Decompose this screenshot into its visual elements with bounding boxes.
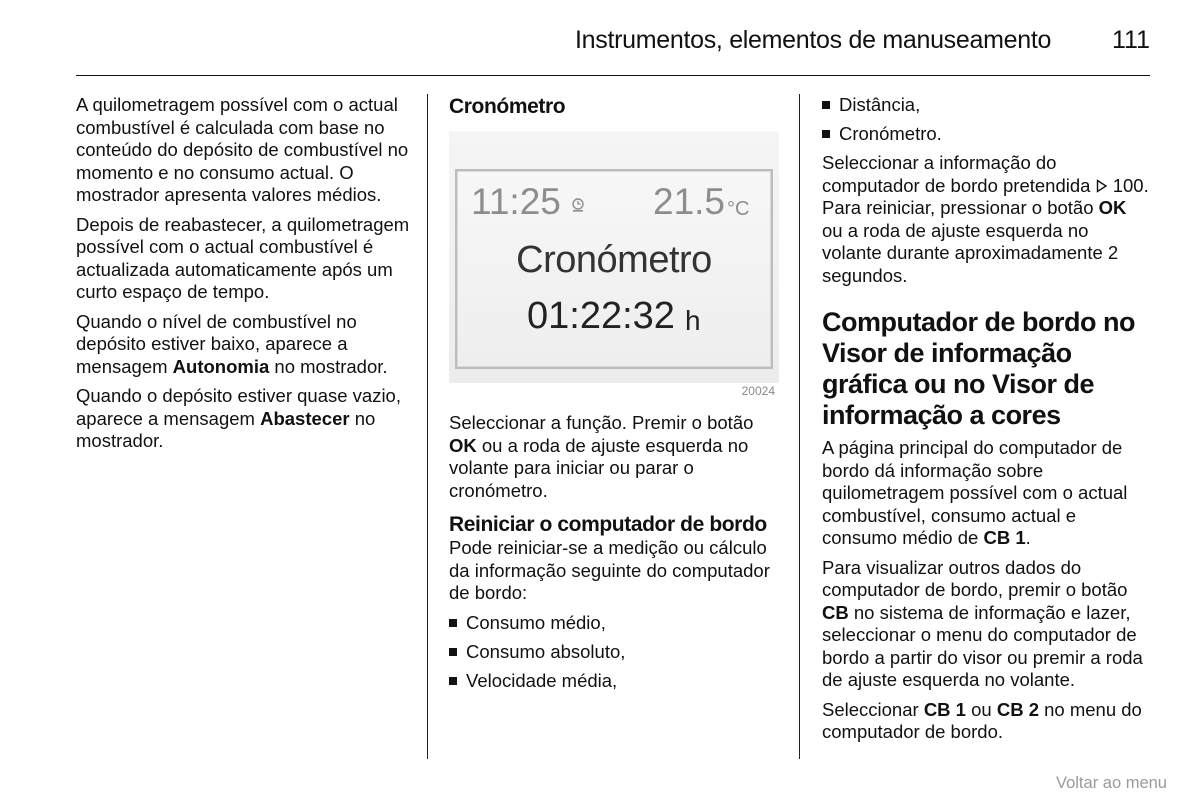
list-item-text: Consumo absoluto,	[466, 640, 626, 662]
paragraph: A quilometragem possível com o actual combustível é calculada com base no conteúdo do depósito de combustível no momento e no consumo actual. O mostrador apresenta valores médios.	[76, 94, 409, 205]
list-item	[449, 641, 779, 664]
paragraph	[822, 152, 1152, 287]
display-screen	[455, 169, 773, 369]
list-item	[449, 670, 779, 693]
text: Seleccionar a informação do computador de bordo pretendida	[822, 152, 1096, 196]
term-autonomia: Autonomia	[172, 355, 270, 377]
bullet-square-icon	[449, 677, 457, 685]
text: no menu do computador de bordo.	[822, 698, 1142, 742]
list-item-text: Cronómetro.	[839, 123, 942, 144]
text: Quando o nível de combustível no depósito estiver baixo, aparece a mensagem	[76, 310, 357, 377]
display-temp-unit: °C	[727, 198, 750, 220]
page-reference-link[interactable]: 100	[1112, 174, 1144, 196]
text: Quando o depósito estiver quase vazio, aparece a mensagem	[76, 385, 401, 429]
text: Para visualizar outros dados do computador de bordo, premir o botão	[822, 556, 1128, 600]
bullet-square-icon	[822, 101, 830, 109]
column-middle	[449, 94, 779, 699]
term-ok: OK	[1098, 197, 1127, 218]
display-time: 11:25	[471, 181, 561, 222]
term-cb2: CB 2	[996, 698, 1039, 720]
column-right	[822, 94, 1152, 751]
text: A página principal do computador de bordo dá informação sobre quilometragem possível com o actual combustível, consumo actual e consumo médio de	[822, 437, 1128, 548]
term-cb1: CB 1	[983, 527, 1026, 548]
bullet-list	[822, 94, 1152, 146]
paragraph	[822, 699, 1152, 744]
paragraph	[76, 311, 411, 379]
bullet-square-icon	[449, 619, 457, 627]
column-divider	[799, 94, 800, 759]
list-item-text: Distância,	[839, 94, 921, 115]
section-heading: Computador de bordo no Visor de informação gráfica ou no Visor de informação a cores	[822, 307, 1135, 430]
term-abastecer: Abastecer	[260, 407, 350, 429]
list-item-text: Consumo médio,	[466, 611, 606, 633]
text: ou	[965, 698, 997, 720]
clock-icon	[571, 198, 585, 212]
paragraph	[76, 385, 411, 453]
bullet-square-icon	[449, 648, 457, 656]
bullet-list	[449, 612, 779, 693]
text: . Para reiniciar, pressionar o botão	[822, 174, 1149, 218]
text: no mostrador.	[269, 355, 388, 377]
section-heading: Reiniciar o computador de bordo	[449, 513, 767, 536]
chapter-title: Instrumentos, elementos de manuseamento	[575, 26, 1052, 54]
display-stopwatch: 01:22:32	[527, 295, 675, 337]
list-item	[449, 612, 779, 635]
display-figure	[449, 131, 779, 399]
header-rule	[76, 75, 1150, 76]
paragraph: Depois de reabastecer, a quilometragem possível com o actual combustível é actualizada automaticamente após um curto espaço de tempo.	[76, 213, 410, 302]
display-stopwatch-unit: h	[685, 305, 701, 336]
display-temperature: 21.5	[653, 181, 726, 222]
page-number: 111	[1111, 26, 1150, 54]
text: no mostrador.	[76, 407, 376, 451]
term-ok: OK	[449, 434, 477, 456]
display-function: Cronómetro	[516, 239, 712, 281]
list-item	[822, 123, 1152, 146]
text: .	[1025, 527, 1031, 548]
list-item-text: Velocidade média,	[466, 669, 618, 691]
column-divider	[427, 94, 428, 759]
text: Seleccionar	[822, 698, 924, 720]
back-to-menu-link[interactable]: Voltar ao menu	[1056, 774, 1167, 792]
page-reference-arrow-icon	[1096, 179, 1108, 193]
text: ou a roda de ajuste esquerda no volante para iniciar ou parar o cronómetro.	[449, 434, 749, 501]
paragraph	[449, 412, 779, 502]
bullet-square-icon	[822, 130, 830, 138]
text: no sistema de informação e lazer, seleccionar o menu do computador de bordo a partir do visor ou premir a roda de ajuste esquerda no volante.	[822, 601, 1143, 690]
text: Seleccionar a função. Premir o botão	[449, 412, 754, 433]
paragraph	[822, 437, 1152, 550]
term-cb1: CB 1	[923, 698, 966, 720]
list-item	[822, 94, 1152, 117]
term-cb: CB	[822, 601, 849, 623]
paragraph	[822, 557, 1152, 692]
section-heading: Cronómetro	[449, 95, 566, 118]
column-left	[76, 94, 411, 460]
paragraph: Pode reiniciar-se a medição ou cálculo da informação seguinte do computador de bordo:	[449, 537, 770, 603]
text: ou a roda de ajuste esquerda no volante durante aproximadamente 2 segundos.	[822, 219, 1119, 286]
figure-id: 20024	[741, 384, 775, 398]
